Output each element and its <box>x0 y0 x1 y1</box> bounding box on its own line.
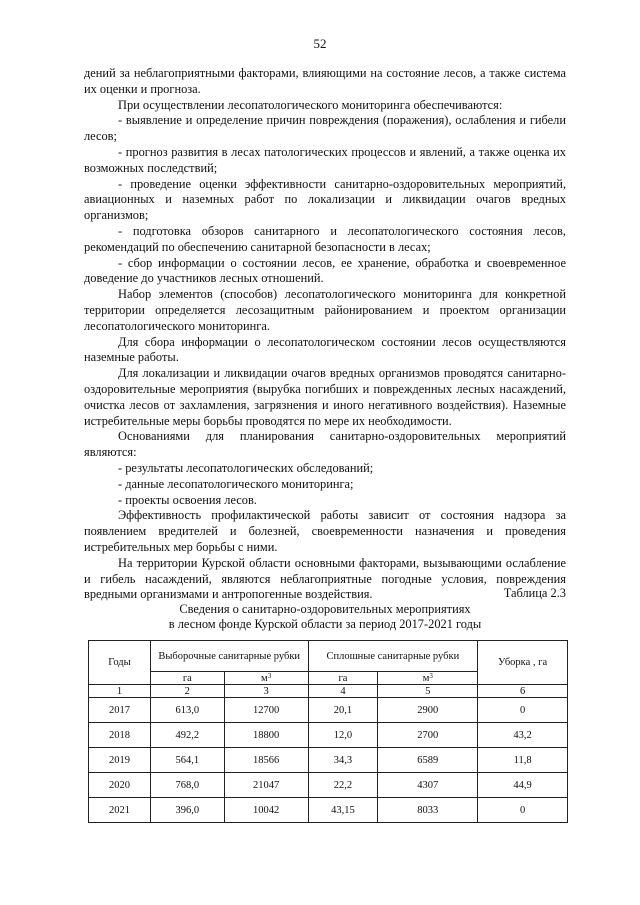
header-years: Годы <box>89 641 151 685</box>
paragraph: - проведение оценки эффективности санитарно-оздоровительных мероприятий, авиационных и наземных работ по локализации и ликвидации очагов вредных организмов; <box>84 176 566 223</box>
table-cell: 6589 <box>378 748 478 773</box>
page-number: 52 <box>313 36 327 51</box>
table-cell: 43,15 <box>308 798 378 823</box>
table-row <box>89 748 568 773</box>
table-cell: 768,0 <box>150 773 224 798</box>
table-row <box>89 698 568 723</box>
table-cell: 0 <box>478 798 568 823</box>
paragraph: Основаниями для планирования санитарно-оздоровительных мероприятий являются: <box>84 429 566 460</box>
table-title-line-1: Сведения о санитарно-оздоровительных мероприятиях <box>179 601 471 616</box>
table-cell: 34,3 <box>308 748 378 773</box>
table-cell: 8033 <box>378 798 478 823</box>
table-cell: 2700 <box>378 723 478 748</box>
header-ha: га <box>150 672 224 685</box>
table-cell: 564,1 <box>150 748 224 773</box>
year-cell: 2020 <box>89 773 151 798</box>
table-cell: 10042 <box>224 798 308 823</box>
table-cell: 12,0 <box>308 723 378 748</box>
table-cell: 11,8 <box>478 748 568 773</box>
table-cell: 492,2 <box>150 723 224 748</box>
column-number: 6 <box>478 685 568 698</box>
table-caption <box>84 586 566 633</box>
table-cell: 20,1 <box>308 698 378 723</box>
header-cleanup: Уборка , га <box>478 641 568 685</box>
header-clear-cuttings: Сплошные санитарные рубки <box>308 641 478 672</box>
header-ha: га <box>308 672 378 685</box>
table-cell: 4307 <box>378 773 478 798</box>
paragraph: - подготовка обзоров санитарного и лесопатологического состояния лесов, рекомендаций по обеспечению санитарной безопасности в лесах; <box>84 223 566 254</box>
paragraph: - данные лесопатологического мониторинга; <box>118 476 354 491</box>
paragraph: - прогноз развития в лесах патологических процессов и явлений, а также оценка их возможных последствий; <box>84 144 566 175</box>
paragraph: Эффективность профилактической работы зависит от состояния надзора за появлением вредителей и болезней, своевременности назначения и проведения истребительных мер борьбы с ними. <box>84 508 566 554</box>
table-cell: 22,2 <box>308 773 378 798</box>
header-m3: $м^3$ <box>378 672 478 685</box>
table-cell: 396,0 <box>150 798 224 823</box>
table-cell: 2900 <box>378 698 478 723</box>
table-cell: 18800 <box>224 723 308 748</box>
table-number: Таблица 2.3 <box>503 586 566 600</box>
table-cell: 0 <box>478 698 568 723</box>
column-number: 5 <box>378 685 478 698</box>
paragraph: Для локализации и ликвидации очагов вредных организмов проводятся санитарно-оздоровительные мероприятия (вырубка погибших и поврежденных лесных насаждений, очистка лесов от захламления, загрязнения и иного негативного воздействия). Наземные истребительные меры борьбы проводятся по мере их необходимости. <box>84 366 566 428</box>
paragraph: дений за неблагоприятными факторами, влияющими на состояние лесов, а также система их оценки и прогноза. <box>84 66 566 96</box>
paragraph: - результаты лесопатологических обследований; <box>118 460 374 475</box>
header-m3: $м^3$ <box>224 672 308 685</box>
table-title-line-2: в лесном фонде Курской области за период 2017-2021 годы <box>168 617 482 631</box>
header-selective-cuttings: Выборочные санитарные рубки <box>150 641 308 672</box>
table-body <box>89 698 568 823</box>
year-cell: 2018 <box>89 723 151 748</box>
year-cell: 2021 <box>89 798 151 823</box>
table-cell: 12700 <box>224 698 308 723</box>
sanitary-measures-table <box>88 640 568 823</box>
year-cell: 2019 <box>89 748 151 773</box>
table-row <box>89 723 568 748</box>
table-row <box>89 798 568 823</box>
table-cell: 43,2 <box>478 723 568 748</box>
column-number: 4 <box>308 685 378 698</box>
column-number: 2 <box>150 685 224 698</box>
table-cell: 613,0 <box>150 698 224 723</box>
table-row <box>89 773 568 798</box>
paragraph: Для сбора информации о лесопатологическом состоянии лесов осуществляются наземные работы. <box>84 334 566 365</box>
table-cell: 18566 <box>224 748 308 773</box>
column-number: 1 <box>89 685 151 698</box>
paragraph: - выявление и определение причин повреждения (поражения), ослабления и гибели лесов; <box>84 113 566 144</box>
paragraph: Набор элементов (способов) лесопатологического мониторинга для конкретной территории определяется лесозащитным районированием и проектом организации лесопатологического мониторинга. <box>84 287 566 333</box>
paragraph: - проекты освоения лесов. <box>118 492 257 507</box>
table-cell: 44,9 <box>478 773 568 798</box>
column-number: 3 <box>224 685 308 698</box>
table-cell: 21047 <box>224 773 308 798</box>
body-text <box>84 66 566 603</box>
paragraph: На территории Курской области основными факторами, вызывающими ослабление и гибель насаждений, являются неблагоприятные погодные условия, повреждения вредными организмами и антропогенные воздействия. <box>84 555 566 602</box>
paragraph: - сбор информации о состоянии лесов, ее хранение, обработка и своевременное доведение до участников лесных отношений. <box>84 255 566 286</box>
year-cell: 2017 <box>89 698 151 723</box>
paragraph: При осуществлении лесопатологического мониторинга обеспечиваются: <box>118 97 503 112</box>
